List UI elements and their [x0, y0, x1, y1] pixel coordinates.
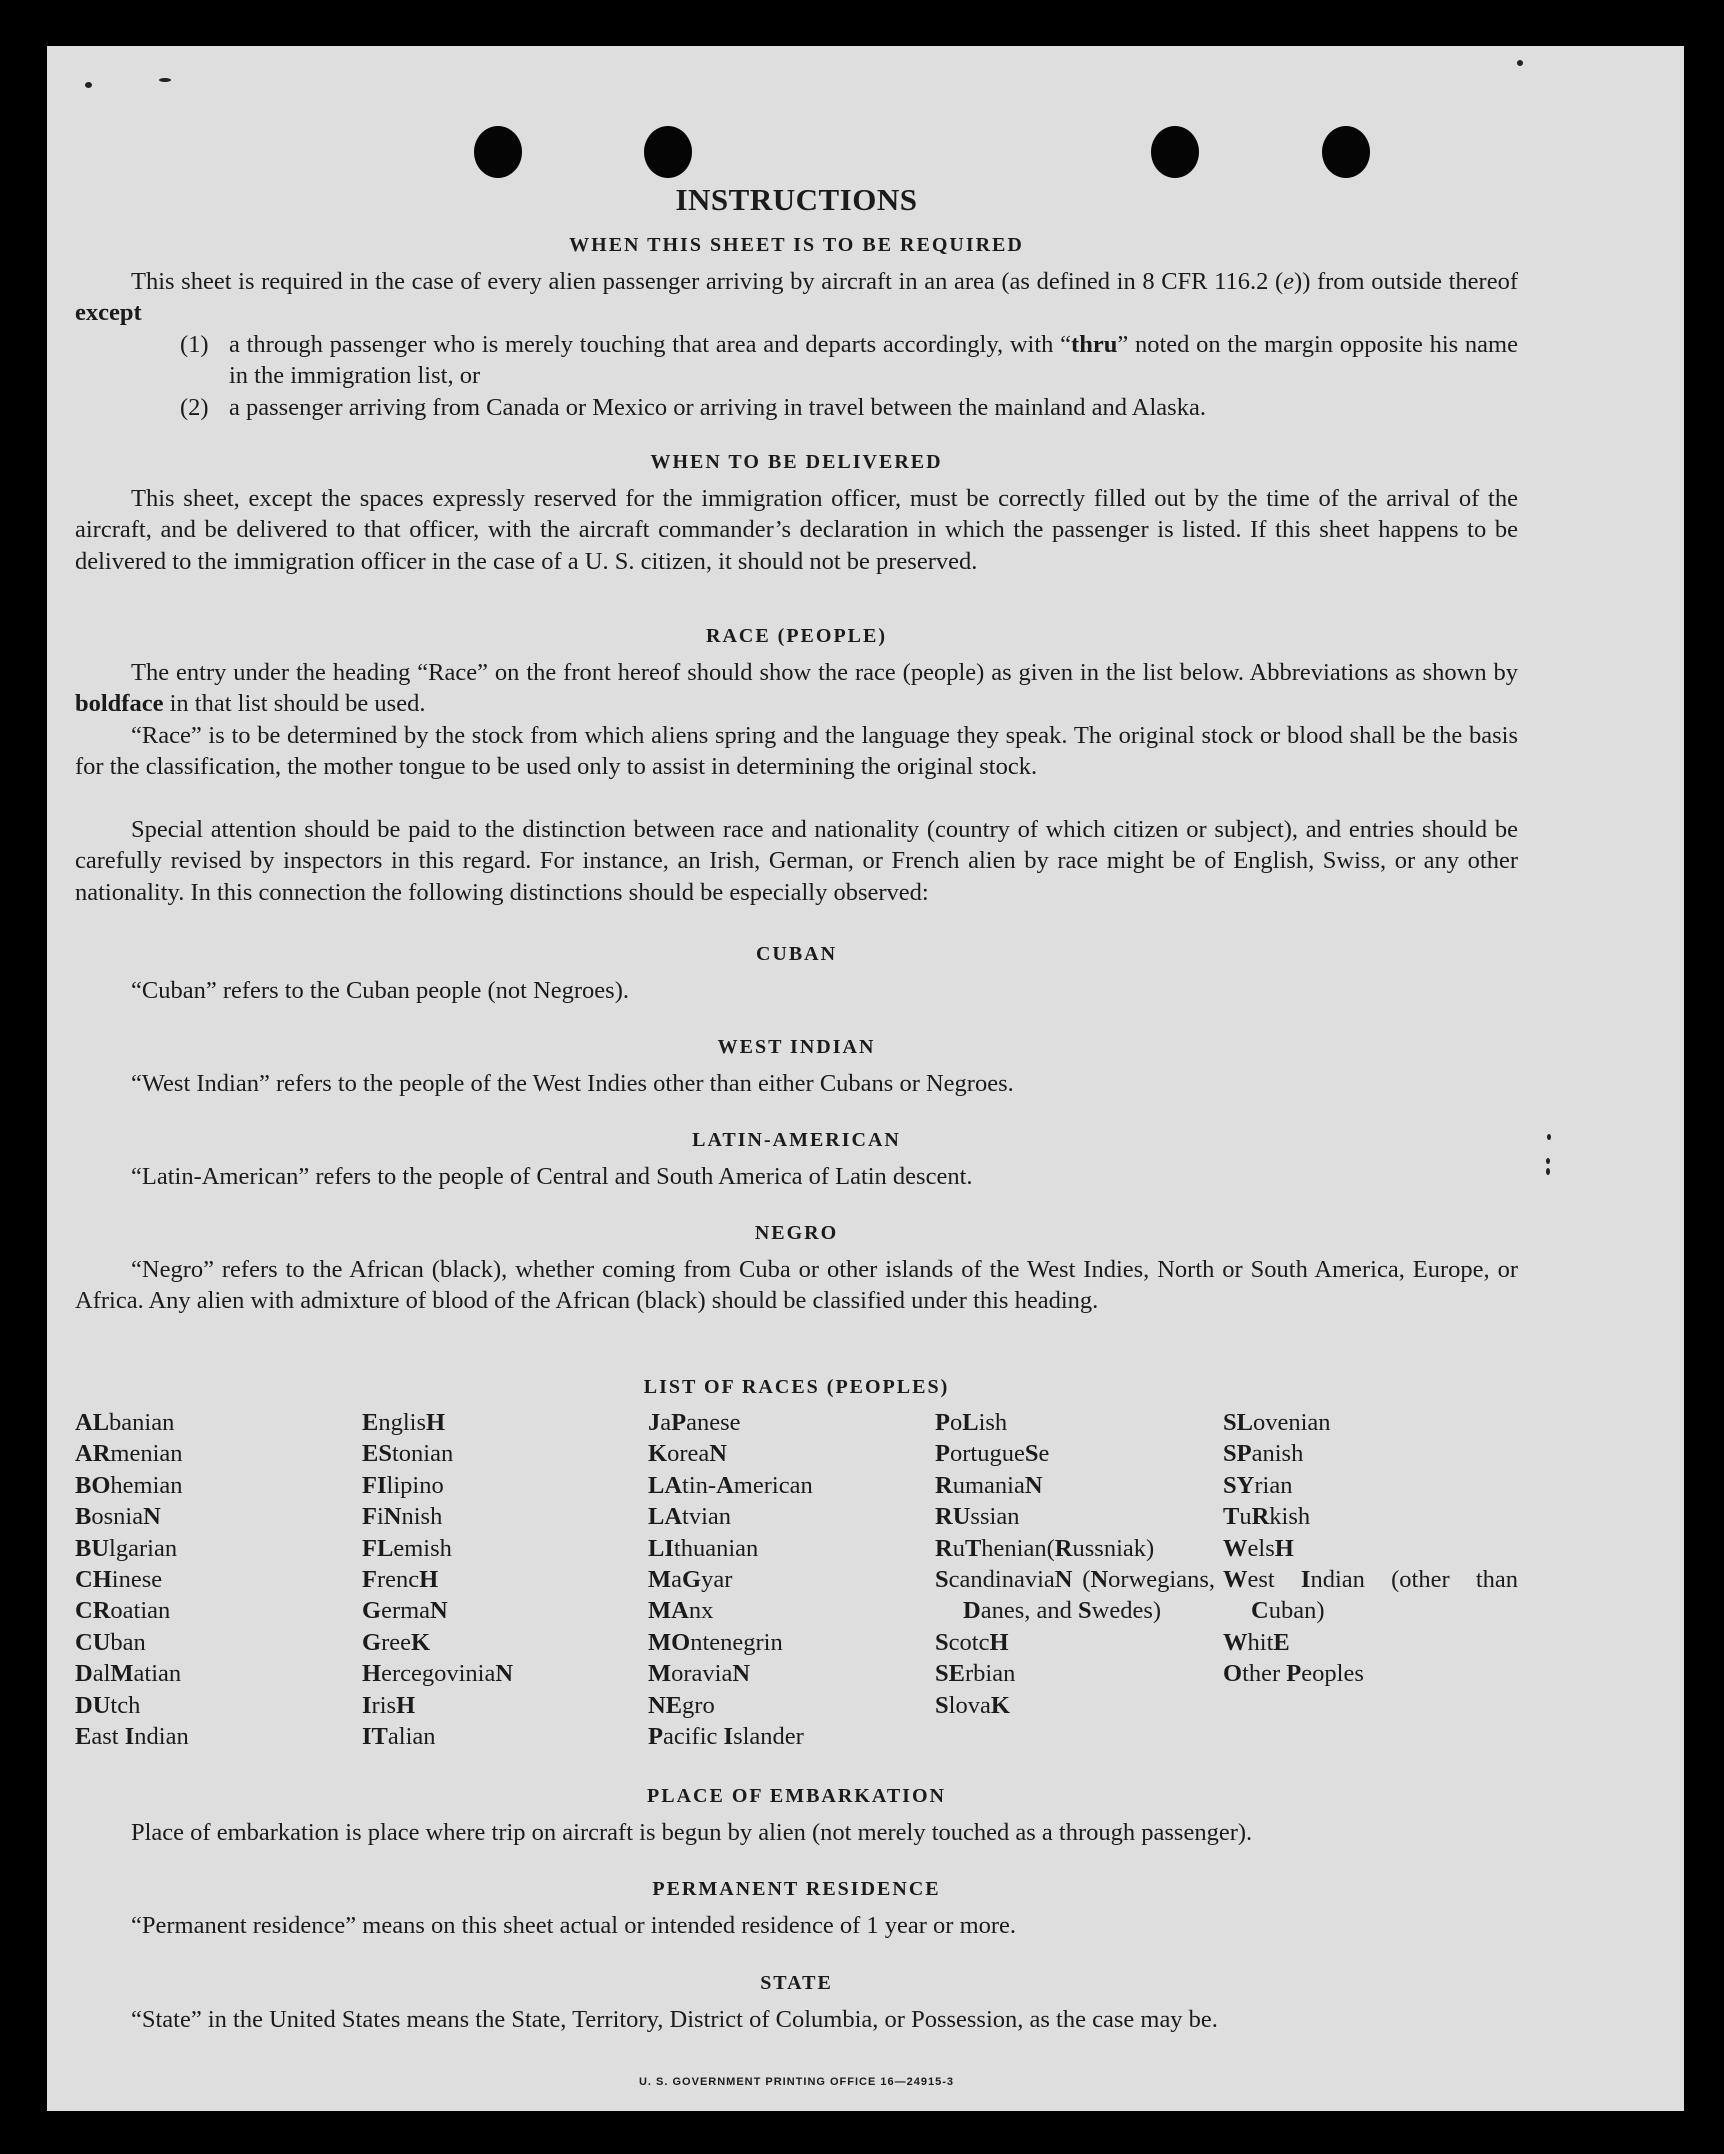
- speck: [1517, 60, 1523, 66]
- race-entry: SPanish: [1223, 1440, 1304, 1468]
- race-entry: DalMatian: [75, 1660, 182, 1688]
- required-item-1: (1) a through passenger who is merely touching that area and departs accordingly, with “thru” noted on the margin opposite his name in the immigration list, or: [180, 331, 1518, 390]
- race-entry: HercegoviniaN: [362, 1660, 514, 1688]
- heading-place-of-embarkation: PLACE OF EMBARKATION: [647, 1785, 946, 1807]
- race-entry: FLemish: [362, 1534, 452, 1562]
- race-entry: ARmenian: [75, 1440, 183, 1468]
- heading-race: RACE (PEOPLE): [706, 625, 887, 647]
- race-entry: NEgro: [648, 1691, 715, 1719]
- speck: [1546, 1158, 1550, 1164]
- page-title: INSTRUCTIONS: [675, 182, 918, 217]
- race-entry: ScandinaviaN (Norwegians, Danes, and Swedes): [935, 1566, 1215, 1625]
- punch-hole: [1322, 126, 1370, 178]
- race-entry: RuThenian(Russniak): [935, 1534, 1155, 1562]
- required-intro: This sheet is required in the case of every alien passenger arriving by aircraft in an area (as defined in 8 CFR 116.2 (e)) from outside thereof except: [75, 268, 1518, 327]
- races-column-2: [362, 1407, 662, 1752]
- race-entry: TuRkish: [1223, 1503, 1311, 1531]
- race-entry: ALbanian: [75, 1409, 175, 1436]
- race-entry: FiNnish: [362, 1503, 443, 1531]
- race-entry: EStonian: [362, 1440, 454, 1468]
- latin-american-text: “Latin-American” refers to the people of Central and South America of Latin descent.: [131, 1163, 973, 1190]
- race-entry: BUlgarian: [75, 1534, 178, 1562]
- race-entry: CUban: [75, 1628, 146, 1656]
- race-entry: Other Peoples: [1223, 1660, 1364, 1688]
- printing-office-footer: U. S. GOVERNMENT PRINTING OFFICE 16—24915-3: [638, 2076, 954, 2088]
- race-entry: FrencH: [362, 1566, 439, 1594]
- race-entry: LAtin-American: [648, 1471, 813, 1499]
- race-entry: ScotcH: [935, 1628, 1009, 1656]
- race-entry: East Indian: [75, 1723, 189, 1751]
- delivered-text: This sheet, except the spaces expressly reserved for the immigration officer, must be correctly filled out by the time of the arrival of the aircraft, and be delivered to that officer, with the aircraft commander’s declaration in which the passenger is listed. If this sheet happens to be delivered to the immigration officer in the case of a U. S. citizen, it should not be preserved.: [75, 485, 1518, 575]
- negro-text: “Negro” refers to the African (black), whether coming from Cuba or other islands of the West Indies, North or South America, Europe, or Africa. Any alien with admixture of blood of the African (black) should be classified under this heading.: [75, 1256, 1518, 1315]
- race-entry: Pacific Islander: [648, 1723, 804, 1751]
- residence-text: “Permanent residence” means on this sheet actual or intended residence of 1 year or more.: [131, 1912, 1017, 1939]
- race-entry: IrisH: [362, 1691, 416, 1719]
- race-entry: DUtch: [75, 1691, 141, 1719]
- speck: [1547, 1134, 1551, 1140]
- race-entry: KoreaN: [648, 1440, 727, 1468]
- race-entry: SErbian: [935, 1660, 1016, 1688]
- heading-permanent-residence: PERMANENT RESIDENCE: [652, 1878, 941, 1900]
- race-entry: SLovenian: [1223, 1409, 1331, 1436]
- race-entry: LIthuanian: [648, 1534, 759, 1562]
- races-column-3: [648, 1407, 948, 1752]
- heading-latin-american: LATIN-AMERICAN: [692, 1129, 901, 1151]
- race-entry: WhitE: [1223, 1628, 1290, 1656]
- race-entry: MoraviaN: [648, 1660, 751, 1688]
- race-entry: GreeK: [362, 1628, 431, 1656]
- heading-list-of-races: LIST OF RACES (PEOPLES): [643, 1376, 950, 1398]
- races-column-5: [1223, 1407, 1518, 1690]
- race-entry: PortugueSe: [935, 1440, 1050, 1468]
- race-entry: GermaN: [362, 1597, 448, 1625]
- heading-negro: NEGRO: [754, 1222, 839, 1244]
- race-entry: CHinese: [75, 1566, 163, 1594]
- speck: [159, 78, 171, 82]
- heading-west-indian: WEST INDIAN: [717, 1036, 876, 1058]
- race-entry: FIlipino: [362, 1471, 444, 1499]
- punch-hole: [1151, 126, 1199, 178]
- race-paragraph-2: “Race” is to be determined by the stock from which aliens spring and the language they speak. The original stock or blood shall be the basis for the classification, the mother tongue to be used only to assist in determining the original stock.: [75, 722, 1518, 781]
- race-entry: RUssian: [935, 1503, 1020, 1531]
- race-entry: PoLish: [935, 1409, 1008, 1436]
- race-entry: MAnx: [648, 1597, 714, 1625]
- punch-hole: [644, 126, 692, 178]
- embarkation-text: Place of embarkation is place where trip on aircraft is begun by alien (not merely touched as a through passenger).: [131, 1819, 1253, 1846]
- races-column-4: [935, 1407, 1215, 1721]
- speck: [1546, 1168, 1550, 1175]
- races-column-1: [75, 1407, 375, 1752]
- race-entry: SlovaK: [935, 1691, 1010, 1719]
- race-entry: BosniaN: [75, 1503, 161, 1531]
- required-item-2: (2) a passenger arriving from Canada or Mexico or arriving in travel between the mainland and Alaska.: [180, 394, 1206, 421]
- race-entry: RumaniaN: [935, 1471, 1043, 1499]
- race-entry: West Indian (other than Cuban): [1223, 1566, 1518, 1625]
- heading-cuban: CUBAN: [755, 943, 838, 965]
- race-paragraph-3: Special attention should be paid to the distinction between race and nationality (country of which citizen or subject), and entries should be carefully revised by inspectors in this regard. For instance, an Irish, German, or French alien by race might be of English, Swiss, or any other nationality. In this connection the following distinctions should be especially observed:: [75, 816, 1518, 906]
- race-entry: MOntenegrin: [648, 1628, 783, 1656]
- speck: [85, 82, 92, 88]
- punch-hole: [474, 126, 522, 178]
- heading-state: STATE: [760, 1972, 833, 1994]
- race-paragraph-1: The entry under the heading “Race” on the front hereof should show the race (people) as given in the list below. Abbreviations as shown by boldface in that list should be used.: [75, 659, 1518, 718]
- race-entry: WelsH: [1223, 1534, 1294, 1562]
- race-entry: LAtvian: [648, 1503, 732, 1531]
- cuban-text: “Cuban” refers to the Cuban people (not Negroes).: [131, 977, 629, 1004]
- race-entry: CRoatian: [75, 1597, 171, 1625]
- race-entry: ITalian: [362, 1723, 436, 1751]
- document-page: [47, 46, 1684, 2111]
- race-entry: MaGyar: [648, 1566, 733, 1594]
- heading-when-delivered: WHEN TO BE DELIVERED: [650, 451, 943, 473]
- race-entry: EnglisH: [362, 1409, 446, 1436]
- race-entry: SYrian: [1223, 1471, 1293, 1499]
- west-indian-text: “West Indian” refers to the people of the West Indies other than either Cubans or Negroes.: [131, 1070, 1014, 1097]
- state-text: “State” in the United States means the State, Territory, District of Columbia, or Possession, as the case may be.: [131, 2006, 1218, 2033]
- race-entry: BOhemian: [75, 1471, 183, 1499]
- heading-when-required: WHEN THIS SHEET IS TO BE REQUIRED: [569, 234, 1024, 256]
- race-entry: JaPanese: [648, 1409, 741, 1436]
